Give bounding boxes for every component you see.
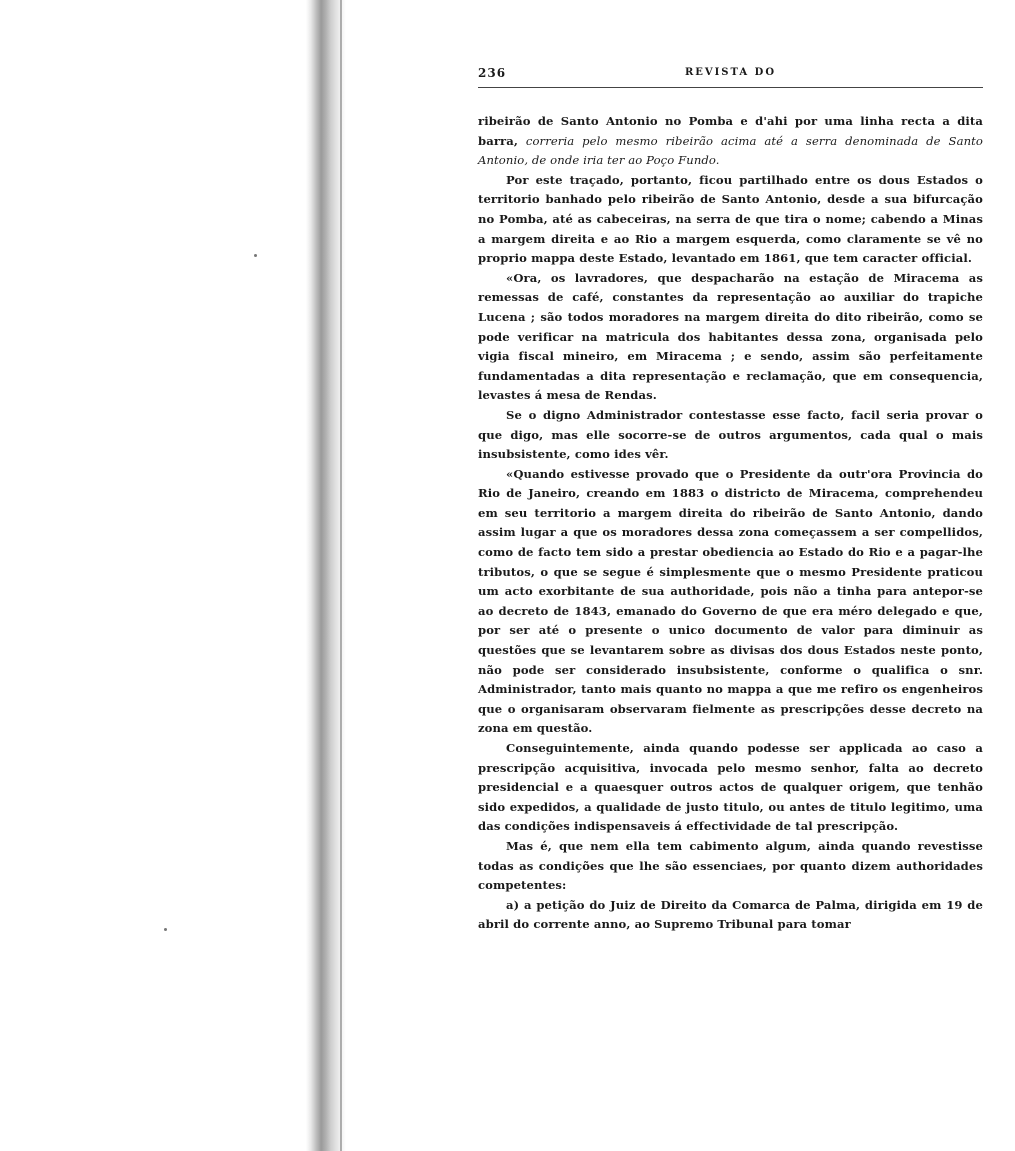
paragraph-5: «Quando estivesse provado que o Presidente da outr'ora Provincia do Rio de Janeiro, creando em 1883 o districto de Miracema, comprehendeu em seu territorio a margem direita do ribeirão de Santo Antonio, dando assim lugar a que os moradores dessa zona começassem a ser compellidos, como de facto tem sido a prestar obediencia ao Estado do Rio e a pagar-lhe tributos, o que se segue é simplesmente que o mesmo Presidente praticou um acto exorbitante de sua authoridade, pois não a tinha para antepor-se ao decreto de 1843, emanado do Governo de que era méro delegado e que, por ser até o presente o unico documento de valor para diminuir as questões que se levantarem sobre as divisas dos dous Estados neste ponto, não pode ser considerado insubsistente, conforme o qualifica o snr. Administrador, tanto mais quanto no mappa a que me refiro os engenheiros que o organisaram observaram fielmente as prescripções desse decreto na zona em questão. [478, 466, 983, 736]
header-rule [478, 87, 983, 88]
paragraph-1-lead: ribeirão de Santo Antonio no Pomba e d'ahi por uma linha recta a dita barra, [478, 114, 983, 148]
binding-line [340, 0, 342, 1151]
book-page [478, 60, 983, 932]
paragraph-7: Mas é, que nem ella tem cabimento algum, ainda quando revestisse todas as condições que lhe são essenciaes, por quanto dizem authoridades competentes: [478, 838, 983, 893]
journal-title: REVISTA DO [684, 67, 777, 78]
paragraph-1 [478, 112, 983, 171]
paragraph-4: Se o digno Administrador contestasse esse facto, facil seria provar o que digo, mas elle socorre-se de outros argumentos, cada qual o mais insubsistente, como ides vêr. [478, 407, 983, 462]
paper-speck [254, 254, 257, 257]
paper-speck [164, 928, 167, 931]
paragraph-2: Por este traçado, portanto, ficou partilhado entre os dous Estados o territorio banhado pelo ribeirão de Santo Antonio, desde a sua bifurcação no Pomba, até as cabeceiras, na serra de que tira o nome; cabendo a Minas a margem direita e ao Rio a margem esquerda, como claramente se vê no proprio mappa deste Estado, levantado em 1861, que tem caracter official. [478, 172, 983, 266]
paragraph-1-italic: correria pelo mesmo ribeirão acima até a serra denominada de Santo Antonio, de onde iria ter ao Poço Fundo. [478, 133, 983, 168]
paragraph-3: «Ora, os lavradores, que despacharão na estação de Miracema as remessas de café, constantes da representação ao auxiliar do trapiche Lucena ; são todos moradores na margem direita do dito ribeirão, como se pode verificar na matricula dos habitantes dessa zona, organisada pelo vigia fiscal mineiro, em Miracema ; e sendo, assim são perfeitamente fundamentadas a dita representação e reclamação, que em consequencia, levastes á mesa de Rendas. [478, 270, 983, 403]
page-number: 236 [478, 66, 507, 80]
page-body [478, 112, 983, 935]
running-head [478, 60, 983, 84]
paragraph-6: Conseguintemente, ainda quando podesse ser applicada ao caso a prescripção acquisitiva, invocada pelo mesmo senhor, falta ao decreto presidencial e a quaesquer outros actos de qualquer origem, que tenhão sido expedidos, a qualidade de justo titulo, ou antes de titulo legitimo, uma das condições indispensaveis á effectividade de tal prescripção. [478, 741, 983, 834]
paragraph-8: a) a petição do Juiz de Direito da Comarca de Palma, dirigida em 19 de abril do corrente anno, ao Supremo Tribunal para tomar [478, 897, 983, 932]
